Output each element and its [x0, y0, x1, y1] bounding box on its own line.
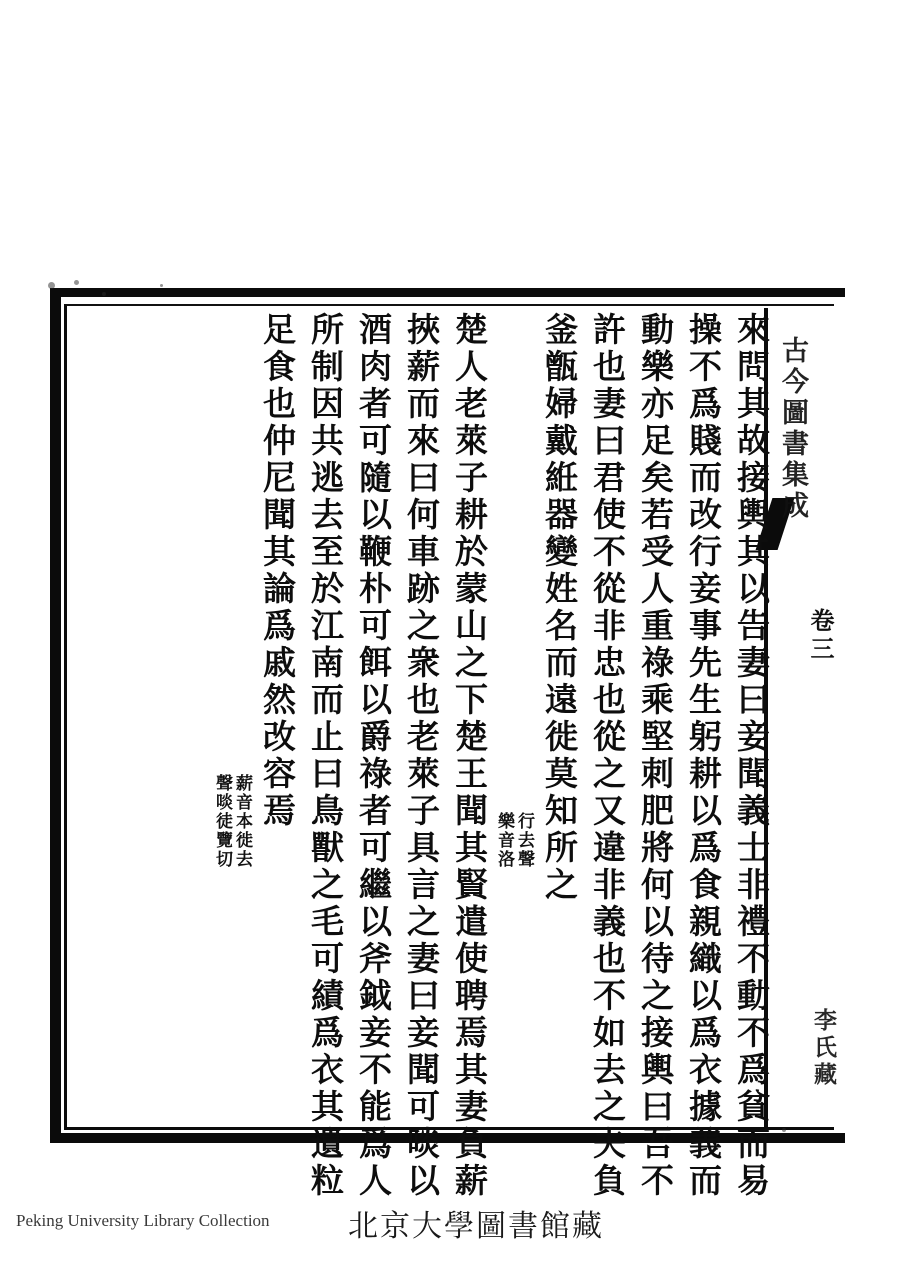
text-column-9	[302, 312, 348, 1200]
fascicle-number: 卷三	[806, 608, 835, 664]
text-column-2	[680, 312, 726, 1200]
commentary-text-left: 聲啖徒覽切	[212, 774, 232, 869]
paper-speck	[160, 284, 163, 287]
text-body	[74, 312, 774, 1200]
column-text: 楚人老萊子耕於蒙山之下楚王聞其賢遣使聘焉其妻負薪	[450, 312, 489, 1200]
commentary-column-1	[494, 312, 534, 1112]
text-column-7	[398, 312, 444, 1200]
column-text: 動樂亦足矣若受人重祿乘堅刺肥將何以待之接輿曰吾不	[636, 312, 675, 1200]
commentary-text-right: 行去聲	[514, 812, 534, 869]
book-title: 古今圖書集成	[777, 336, 808, 522]
text-column-4	[584, 312, 630, 1200]
paper-speck	[782, 1128, 786, 1132]
text-column-10	[254, 312, 300, 1112]
column-text: 來問其故接輿其以告妻曰妾聞義士非禮不動不爲貧而易	[732, 312, 771, 1200]
text-column-5	[536, 312, 582, 1112]
column-text: 操不爲賤而改行妾事先生躬耕以爲食親織以爲衣據義而	[684, 312, 723, 1200]
paper-speck	[48, 282, 55, 289]
commentary-text-right: 薪音本徙去	[232, 774, 252, 869]
column-text: 許也妻曰君使不從非忠也從之又違非義也不如去之夫負	[588, 312, 627, 1200]
column-text: 酒肉者可隨以鞭朴可餌以爵祿者可繼以斧鉞妾不能爲人	[354, 312, 393, 1200]
commentary-text-left: 樂音洛	[494, 812, 514, 869]
footer-watermark	[0, 1199, 900, 1243]
column-text: 所制因共逃去至於江南而止曰鳥獸之毛可績爲衣其遺粒	[306, 312, 345, 1200]
footer-chinese-text: 北京大學圖書館藏	[348, 1209, 604, 1244]
text-column-8	[350, 312, 396, 1200]
paper-speck	[102, 292, 106, 296]
column-text: 釜甑婦戴絍器變姓名而遠徙莫知所之	[540, 312, 579, 904]
column-text: 挾薪而來曰何車跡之衆也老萊子具言之妻曰妾聞可啖以	[402, 312, 441, 1200]
scanned-page	[40, 278, 840, 1200]
text-column-3	[632, 312, 678, 1200]
column-text: 足食也仲尼聞其論爲戚然改容焉	[258, 312, 297, 830]
footer-english-text: Peking University Library Collection	[16, 1211, 270, 1230]
paper-speck	[74, 280, 79, 285]
text-column-6	[446, 312, 492, 1200]
text-column-1	[728, 312, 774, 1200]
collector-seal: 李氏藏	[810, 1008, 837, 1089]
commentary-column-2	[212, 312, 252, 1112]
